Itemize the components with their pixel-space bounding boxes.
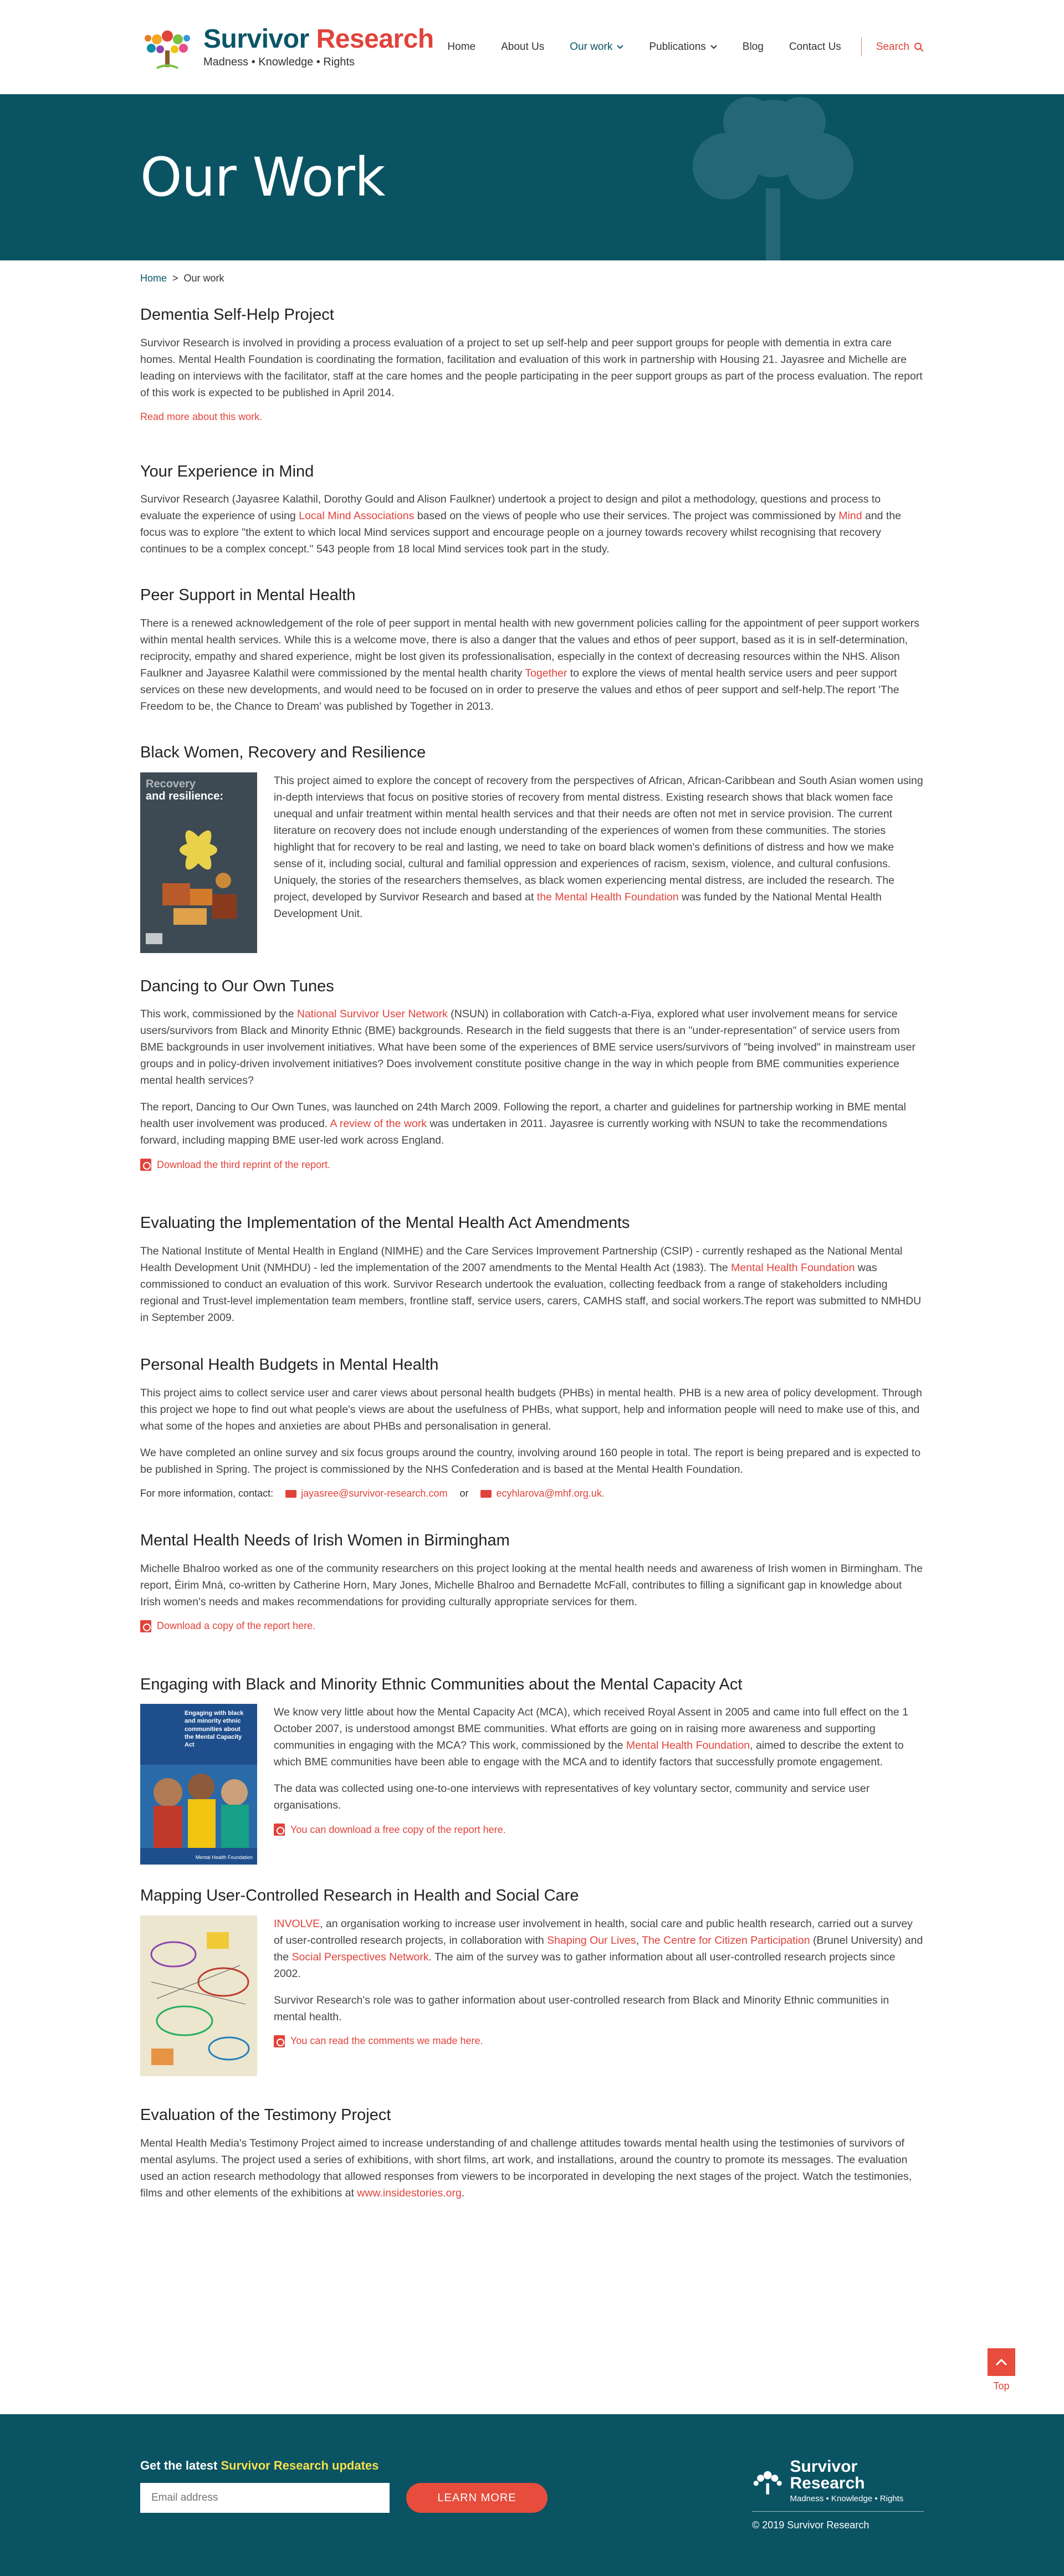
nav-item-home[interactable]: Home: [447, 41, 476, 53]
download-link[interactable]: Download the third reprint of the report.: [140, 1159, 330, 1171]
shaping-our-lives-link[interactable]: Shaping Our Lives: [547, 1934, 636, 1947]
section-testimony: [140, 2105, 924, 2201]
mind-link[interactable]: Mind: [838, 510, 862, 523]
together-link[interactable]: Together: [525, 667, 567, 680]
breadcrumb: [140, 260, 924, 305]
footer-brand: [752, 2459, 924, 2531]
nav-item-our-work[interactable]: Our work: [559, 35, 635, 59]
section-body: The National Institute of Mental Health in England (NIMHE) and the Care Services Improvement Partnership (CSIP) - currently reshaped as the National Mental Health Development Unit (NMHDU) - led the implementation of the 2007 amendments to the Mental Health Act (1983). The Mental Health Foundation was commissioned to conduct an evaluation of this work. Survivor Research undertook the evaluation, collecting feedback from a range of stakeholders including regional and Trust-level implementation team members, frontline staff, service users, carers, CAMHS staff, and social workers.The report was submitted to NMHDU in September 2009.: [140, 1245, 922, 1324]
cover-art: [140, 772, 257, 953]
cover-title: Engaging with black and minority ethnic communities about the Mental Capacity Act: [185, 1710, 244, 1749]
ccp-link[interactable]: The Centre for Citizen Participation: [642, 1934, 810, 1947]
nav-item-contact[interactable]: Contact Us: [789, 41, 841, 53]
section-title: Dancing to Our Own Tunes: [140, 977, 334, 995]
section-title: Peer Support in Mental Health: [140, 586, 356, 605]
nav-item-blog[interactable]: Blog: [742, 41, 764, 53]
section-peer-support: [140, 585, 924, 715]
section-body: Mental Health Media's Testimony Project aimed to increase understanding of and challenge attitudes towards mental health using the testimonies of survivors of mental asylums. The project used a series of exhibitions, with short films, art work, and installations, around the country to promote its messages. The evaluation used an action research methodology that allowed responses from viewers to be incorporated in developing the next stages of the project. Watch the testimonies, films and other elements of the exhibitions at www.insidestories.org.: [140, 2137, 912, 2199]
nav-divider: [861, 38, 862, 57]
section-title: Mapping User-Controlled Research in Health and Social Care: [140, 1887, 579, 1905]
section-title: Evaluation of the Testimony Project: [140, 2106, 391, 2124]
pdf-icon: [140, 1159, 151, 1171]
section-bme-mca: [140, 1674, 924, 1865]
newsletter-signup: [140, 2459, 548, 2513]
back-to-top-label[interactable]: Top: [993, 2380, 1010, 2391]
breadcrumb-current: Our work: [183, 273, 224, 284]
pdf-icon: [274, 2035, 285, 2047]
section-mapping: [140, 1886, 924, 2076]
section-dancing: [140, 976, 924, 1181]
section-title: Personal Health Budgets in Mental Health: [140, 1356, 439, 1374]
section-body: The report, Dancing to Our Own Tunes, was launched on 24th March 2009. Following the report, a charter and guidelines for partnership working in BME mental health user involvement was produced. A review of the work was undertaken in 2011. Jayasree is currently working with NSUN to take the recommendations forward, including mapping BME user-led work across England.: [140, 1101, 906, 1147]
cover-photo: [140, 1704, 257, 1865]
email-link[interactable]: ecyhlarova@mhf.org.uk.: [480, 1488, 604, 1499]
review-link[interactable]: A review of the work: [330, 1118, 427, 1130]
main-nav: [436, 35, 924, 59]
footer-logo-title: Survivor Research: [790, 2457, 865, 2492]
nav-item-about[interactable]: About Us: [501, 41, 545, 53]
section-body: There is a renewed acknowledgement of the role of peer support in mental health with new government policies calling for the appointment of peer support workers within mental health services. While this is a welcome move, there is also a danger that the values and ethos of peer support, based as it is in self-determination, reciprocity, empathy and shared experience, might be lost given its professionalisation, especially in the context of decreasing resources within the NHS. Alison Faulkner and Jayasree Kalathil were commissioned by the mental health charity Together to explore the views of mental health service users and peer support services on these new developments, and would need to be focused on in order to preserve the values and ethos of peer support and self-help.The report 'The Freedom to be, the Chance to Dream' was published by Together in 2013.: [140, 617, 919, 713]
section-body: Michelle Bhalroo worked as one of the community researchers on this project looking at the mental health needs and awareness of Irish women in Birmingham. The report, Éirim Mná, co-written by Catherine Horn, Mary Jones, Michelle Bhalroo and Bernadette McFall, contributes to filling a significant gap in knowledge about Irish women's needs and makes recommendations for providing culturally appropriate services for them.: [140, 1562, 923, 1608]
section-body: INVOLVE, an organisation working to increase user involvement in health, social care and public health research, carried out a survey of user-controlled research projects, in collaboration with Shaping Our Lives, The Centre for Citizen Participation (Brunel University) and the Social Perspectives Network. The aim of the survey was to gather information about all user-controlled research projects since 2002.: [274, 1917, 923, 1980]
download-link[interactable]: You can download a free copy of the report here.: [274, 1824, 506, 1836]
section-title: Dementia Self-Help Project: [140, 306, 334, 324]
contact-line: For more information, contact: jayasree@survivor-research.com or ecyhlarova@mhf.org.uk.: [140, 1487, 605, 1499]
flipchart-image[interactable]: [140, 1916, 257, 2076]
mhf-link[interactable]: the Mental Health Foundation: [536, 890, 679, 903]
mhf-link[interactable]: Mental Health Foundation: [731, 1262, 855, 1274]
breadcrumb-home[interactable]: Home: [140, 273, 167, 284]
mhf-link[interactable]: Mental Health Foundation: [626, 1739, 750, 1752]
mail-icon: [285, 1490, 296, 1498]
pdf-icon: [274, 1824, 285, 1836]
download-link[interactable]: You can read the comments we made here.: [274, 2035, 483, 2047]
section-dementia: [140, 305, 924, 433]
logo-title: Survivor Research: [203, 24, 434, 54]
cover-footer: Mental Health Foundation: [195, 1855, 253, 1861]
flipchart-photo: [140, 1916, 257, 2076]
section-body: The data was collected using one-to-one interviews with representatives of key voluntary sector, community and service user organisations.: [274, 1783, 870, 1812]
involve-link[interactable]: INVOLVE: [274, 1917, 320, 1930]
page-title: Our Work: [140, 146, 385, 208]
section-body: Survivor Research's role was to gather information about user-controlled research from Black and Minority Ethnic communities in mental health.: [274, 1994, 889, 2023]
pdf-icon: [140, 1620, 151, 1632]
footer-logo[interactable]: [752, 2459, 924, 2512]
search-button[interactable]: Search: [871, 41, 924, 53]
report-cover-image[interactable]: [140, 772, 257, 953]
site-logo[interactable]: [140, 24, 434, 70]
search-icon: [914, 42, 924, 52]
read-more-link[interactable]: Read more about this work.: [140, 411, 263, 422]
back-to-top-button[interactable]: [988, 2348, 1015, 2376]
site-header: [0, 0, 1064, 94]
chevron-down-icon: [617, 45, 623, 49]
section-body: This project aimed to explore the concept of recovery from the perspectives of African, African-Caribbean and South Asian women using in-depth interviews that focus on positive stories of recovery from mental distress. Existing research shows that black women face unequal and unfair treatment within mental health services and that their needs are often not met in service provision. The current literature on recovery does not include enough understanding of the experiences of women from these communities. The stories highlight that for recovery to be real and lasting, we need to take on board black women's definitions of distress and how we make sense of it, including social, cultural and familial oppression and experiences of racism, sexism, violence, and cultural confusions. Uniquely, the stories of the researchers themselves, as black women experiencing mental distress, are included the research. The project, developed by Survivor Research and based at the Mental Health Foundation was funded by the National Mental Health Development Unit.: [274, 774, 923, 920]
section-body: This project aims to collect service user and carer views about personal health budgets (PHBs) in mental health. PHB is a new area of policy development. Through this project we hope to find out what people's views are about the usefulness of PHBs, what support, help and information people will need to make use of this, and what some of the hopes and anxieties are about PHBs and personalisation in general.: [140, 1386, 922, 1432]
insidestories-link[interactable]: www.insidestories.org: [357, 2186, 462, 2199]
section-body: This work, commissioned by the National Survivor User Network (NSUN) in collaboration with Catch-a-Fiya, explored what user involvement means for service users/survivors from Black and Minority Ethnic (BME) backgrounds. Research in the field suggests that there is an "under-representation" of service users from BME backgrounds in user involvement initiatives. What have been some of the experiences of BME service users/survivors of "being involved" in mainstream user groups and in policy-driven involvement initiatives? Does involvement constitute positive change in the way in which people from BME communities experience mental health services?: [140, 1008, 915, 1087]
section-title: Evaluating the Implementation of the Mental Health Act Amendments: [140, 1214, 630, 1232]
chevron-down-icon: [710, 45, 717, 49]
section-body: We know very little about how the Mental Capacity Act (MCA), which received Royal Assent in 2005 and came into full effect on the 1 October 2007, is understood amongst BME communities. What efforts are going on in raising more awareness and supporting communities in engaging with the MCA? This work, commissioned by the Mental Health Foundation, aimed to describe the extent to which BME communities have been able to engage with the MCA and to identify factors that successfully promote engagement.: [274, 1706, 908, 1769]
copyright: © 2019 Survivor Research: [752, 2519, 869, 2531]
section-mha: [140, 1213, 924, 1326]
learn-more-button[interactable]: LEARN MORE: [406, 2483, 548, 2513]
site-footer: [0, 2414, 1064, 2576]
nav-item-publications[interactable]: Publications: [638, 35, 728, 59]
section-phb: [140, 1355, 924, 1499]
section-body: Survivor Research (Jayasree Kalathil, Dorothy Gould and Alison Faulkner) undertook a project to design and pilot a methodology, questions and process to evaluate the experience of using Local Mind Associations based on the views of people who use their services. The project was commissioned by Mind and the focus was to explore "the extent to which local Mind services support and encourage people on a journey towards recovery whilst recognising that recovery continues to be a complex concept." 543 people from 18 local Mind services took part in the study.: [140, 493, 902, 556]
section-experience-in-mind: [140, 462, 924, 558]
download-link[interactable]: Download a copy of the report here.: [140, 1620, 315, 1632]
email-input[interactable]: [140, 2483, 390, 2513]
section-title: Black Women, Recovery and Resilience: [140, 744, 426, 762]
section-title: Mental Health Needs of Irish Women in Birmingham: [140, 1531, 510, 1549]
email-link[interactable]: jayasree@survivor-research.com: [285, 1488, 447, 1499]
tree-logo-icon: [752, 2467, 783, 2496]
spn-link[interactable]: Social Perspectives Network: [291, 1950, 429, 1963]
arrow-up-icon: [995, 2358, 1007, 2366]
tree-logo-icon: [140, 24, 195, 70]
section-title: Engaging with Black and Minority Ethnic Communities about the Mental Capacity Act: [140, 1675, 743, 1693]
report-cover-image[interactable]: [140, 1704, 257, 1865]
section-title: Your Experience in Mind: [140, 462, 314, 480]
footer-logo-tagline: Madness • Knowledge • Rights: [790, 2494, 904, 2503]
section-body: We have completed an online survey and six focus groups around the country, involving around 160 people in total. The report is being prepared and is expected to be published in Spring. The project is commissioned by the NHS Confederation and is based at the Mental Health Foundation.: [140, 1446, 921, 1476]
breadcrumb-separator: >: [172, 273, 178, 284]
local-mind-link[interactable]: Local Mind Associations: [299, 510, 415, 523]
section-black-women: [140, 742, 924, 953]
logo-tagline: Madness • Knowledge • Rights: [203, 55, 355, 68]
section-irish-women: [140, 1530, 924, 1642]
page-hero: [0, 94, 1064, 260]
cover-title: Recovery and resilience:: [146, 777, 224, 802]
newsletter-heading: Get the latest Survivor Research updates: [140, 2459, 379, 2472]
mail-icon: [480, 1490, 492, 1498]
section-body: Survivor Research is involved in providing a process evaluation of a project to set up self-help and peer support groups for people with dementia in extra care homes. Mental Health Foundation is coordinating the formation, facilitation and evaluation of this work in partnership with Housing 21. Jayasree and Michelle are leading on interviews with the facilitator, staff at the care homes and the people participating in the peer support groups as part of the process evaluation. The report of this work is expected to be published in April 2014.: [140, 336, 923, 399]
nsun-link[interactable]: National Survivor User Network: [296, 1008, 448, 1021]
